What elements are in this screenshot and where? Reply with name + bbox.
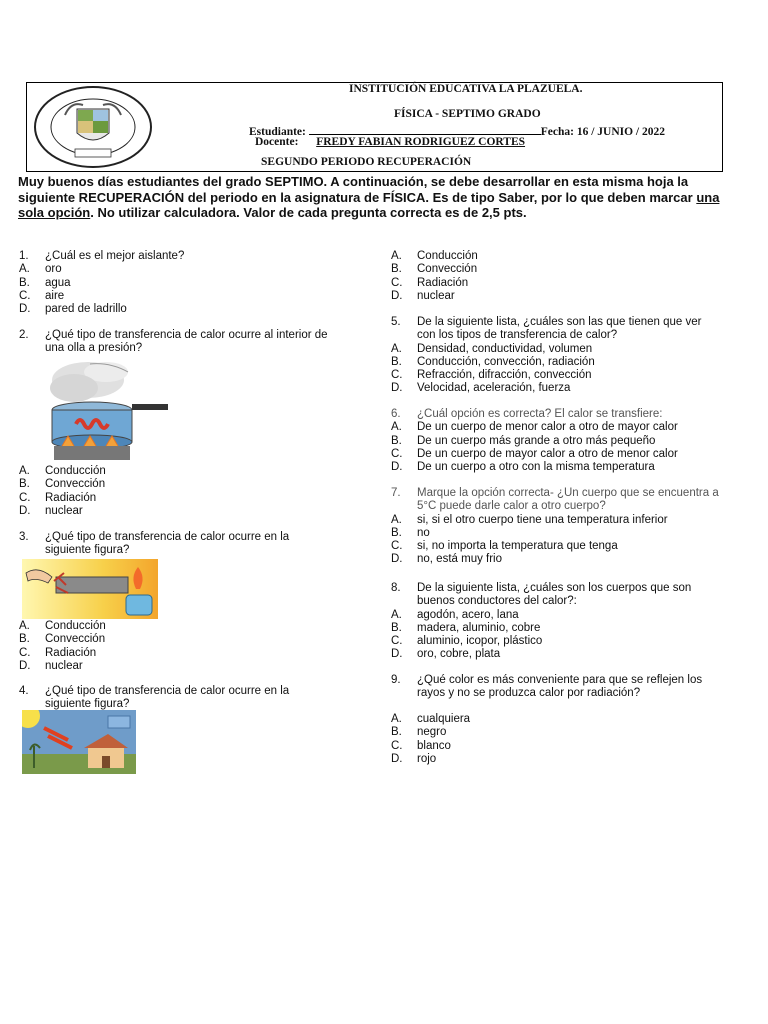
teacher-label: Docente: — [255, 136, 299, 148]
option-a[interactable]: A. Conducción — [19, 620, 106, 632]
question-8: 8. De la siguiente lista, ¿cuáles son los cuerpos que son buenos conductores del calor?: A. agodón, acero, lana B. madera, aluminio, cobre C. aluminio, icopor, plástico D. oro, cobre, plata — [391, 582, 721, 662]
instructions-text: Muy buenos días estudiantes del grado SEPTIMO. A continuación, se debe desarrollar en esta misma hoja la siguiente RECUPERACIÓN del periodo en la asignatura de FÍSICA. Es de tipo Saber, por lo que deben marcar — [18, 174, 697, 205]
question-4-options — [391, 250, 721, 303]
option-a[interactable]: A. De un cuerpo de menor calor a otro de mayor calor — [391, 421, 678, 434]
option-a[interactable]: A. Conducción — [391, 250, 478, 262]
option-d[interactable]: D. Velocidad, aceleración, fuerza — [391, 382, 571, 395]
question-4: 4. ¿Qué tipo de transferencia de calor ocurre en la siguiente figura? — [19, 685, 290, 711]
option-c[interactable]: C. Radiación — [19, 646, 97, 659]
sun-house-image — [22, 710, 136, 774]
option-c[interactable]: C. aire — [19, 289, 65, 302]
option-c[interactable]: C. blanco — [391, 739, 451, 752]
option-d[interactable]: D. pared de ladrillo — [19, 303, 127, 316]
question-9: 9. ¿Qué color es más conveniente para que se reflejen los rayos y no se produzca calor por radiación? — [391, 674, 703, 700]
option-c[interactable]: C. si, no importa la temperatura que tenga — [391, 540, 618, 553]
option-d[interactable]: D. nuclear — [391, 289, 455, 302]
period-title: SEGUNDO PERIODO RECUPERACIÓN — [261, 156, 472, 168]
option-a[interactable]: A. si, si el otro cuerpo tiene una temperatura inferior — [391, 513, 668, 526]
option-b[interactable]: B. Conducción, convección, radiación — [391, 355, 595, 368]
question-5: 5. De la siguiente lista, ¿cuáles son las que tienen que ver con los tipos de transferencia de calor? A. Densidad, conductividad, volumen B. Conducción, convección, radiación C. Refracción, difracción, convección D. Velocidad, aceleración, fuerza — [391, 316, 721, 396]
option-d[interactable]: D. nuclear — [19, 659, 83, 672]
option-c[interactable]: C. Radiación — [391, 276, 469, 289]
option-c[interactable]: C. Radiación — [19, 491, 97, 504]
question-2: 2. ¿Qué tipo de transferencia de calor ocurre al interior de una olla a presión? — [19, 329, 328, 355]
question-2-options — [19, 465, 344, 518]
option-c[interactable]: C. De un cuerpo de mayor calor a otro de menor calor — [391, 447, 678, 460]
question-6: 6. ¿Cuál opción es correcta? El calor se transfiere: A. De un cuerpo de menor calor a otro de mayor calor B. De un cuerpo más grande a otro más pequeño C. De un cuerpo de mayor calor a otro de menor calor D. De un cuerpo a otro con la misma temperatura — [391, 408, 721, 474]
option-b[interactable]: B. agua — [19, 276, 71, 289]
student-label: Estudiante: — [249, 126, 306, 138]
option-d[interactable]: D. rojo — [391, 752, 437, 765]
question-3: 3. ¿Qué tipo de transferencia de calor ocurre en la siguiente figura? — [19, 531, 290, 557]
question-1: 1. ¿Cuál es el mejor aislante? A. oro B. agua C. aire D. pared de ladrillo — [19, 250, 344, 316]
question-7: 7. Marque la opción correcta- ¿Un cuerpo que se encuentra a 5°C puede darle calor a otro cuerpo? A. si, si el otro cuerpo tiene una temperatura inferior B. no C. si, no importa la temperatura que tenga D. no, está muy frio — [391, 487, 721, 567]
option-d[interactable]: D. nuclear — [19, 504, 83, 517]
exam-date: Fecha: 16 / JUNIO / 2022 — [540, 126, 666, 138]
option-a[interactable]: A. cualquiera — [391, 713, 471, 725]
option-c[interactable]: C. Refracción, difracción, convección — [391, 369, 592, 382]
option-a[interactable]: A. Densidad, conductividad, volumen — [391, 342, 593, 355]
institution-name: INSTITUCIÓN EDUCATIVA LA PLAZUELA. — [349, 83, 583, 95]
option-d[interactable]: D. no, está muy frio — [391, 553, 503, 566]
option-b[interactable]: B. negro — [391, 726, 447, 739]
pressure-cooker-image — [40, 358, 170, 464]
question-9-options — [391, 713, 721, 766]
option-d[interactable]: D. oro, cobre, plata — [391, 648, 501, 661]
option-a[interactable]: A. agodón, acero, lana — [391, 608, 519, 621]
subject-grade: FÍSICA - SEPTIMO GRADO — [394, 108, 541, 120]
instructions-text-end: . No utilizar calculadora. Valor de cada pregunta correcta es de 2,5 pts. — [90, 205, 527, 220]
option-d[interactable]: D. De un cuerpo a otro con la misma temperatura — [391, 461, 655, 474]
instructions — [18, 174, 730, 221]
option-b[interactable]: B. Convección — [391, 263, 478, 276]
heated-rod-image — [22, 559, 158, 619]
student-name-field[interactable] — [309, 123, 541, 135]
option-b[interactable]: B. no — [391, 526, 430, 539]
option-b[interactable]: B. Convección — [19, 633, 106, 646]
teacher-name: FREDY FABIAN RODRIGUEZ CORTES — [316, 136, 526, 148]
school-logo — [31, 85, 156, 169]
question-3-options — [19, 620, 344, 673]
option-b[interactable]: B. Convección — [19, 478, 106, 491]
teacher-line — [255, 136, 525, 148]
option-a[interactable]: A. Conducción — [19, 465, 106, 477]
document-header — [26, 82, 723, 172]
instructions-emphasis: una sola opción — [18, 189, 720, 220]
option-b[interactable]: B. De un cuerpo más grande a otro más pequeño — [391, 434, 656, 447]
option-b[interactable]: B. madera, aluminio, cobre — [391, 621, 541, 634]
option-c[interactable]: C. aluminio, icopor, plástico — [391, 635, 543, 648]
option-a[interactable]: A. oro — [19, 263, 62, 276]
